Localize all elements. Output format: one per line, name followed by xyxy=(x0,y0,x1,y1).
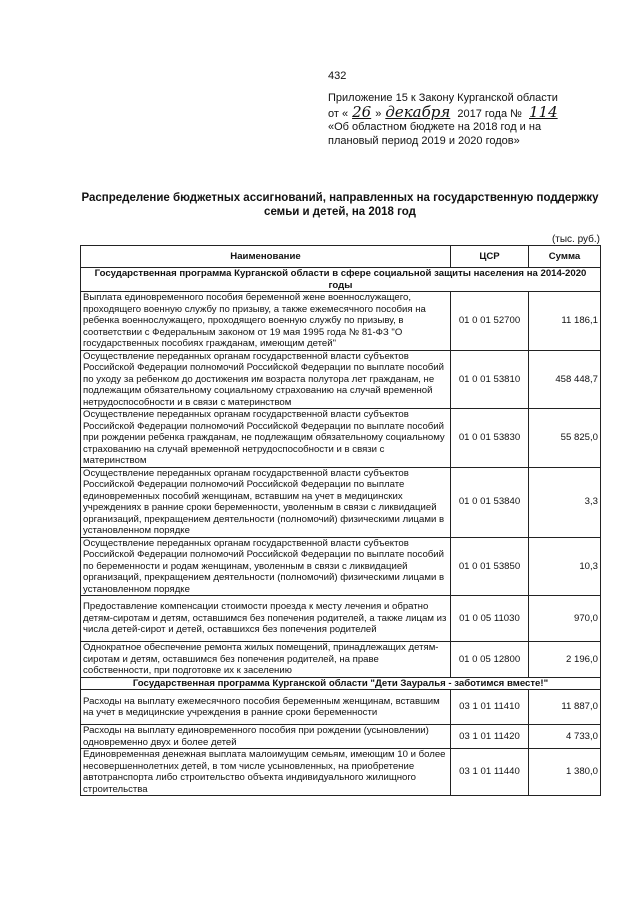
header-code: ЦСР xyxy=(451,246,529,268)
row-amount: 11 186,1 xyxy=(529,292,601,351)
table-row xyxy=(81,596,601,642)
row-code: 01 0 01 53830 xyxy=(451,409,529,468)
row-code: 01 0 01 53810 xyxy=(451,350,529,409)
row-code: 01 0 05 11030 xyxy=(451,596,529,642)
row-amount: 4 733,0 xyxy=(529,725,601,749)
annex-quote-close: » xyxy=(375,107,382,120)
row-name: Предоставление компенсации стоимости проезда к месту лечения и обратно детям-сиротам и детям, оставшимся без попечения родителей, а также лицам из числа детей-сирот и детей, оставшихся без попечения родителей xyxy=(81,596,451,642)
row-amount: 10,3 xyxy=(529,537,601,596)
annex-header xyxy=(328,92,593,148)
row-amount: 970,0 xyxy=(529,596,601,642)
row-code: 01 0 05 12800 xyxy=(451,642,529,678)
row-name: Осуществление переданных органам государственной власти субъектов Российской Федерации полномочий Российской Федерации по выплате пособий при рождении ребенка гражданам, не подлежащим обязательному социальному страхованию на случай временной нетрудоспособности и в связи с материнством xyxy=(81,409,451,468)
row-amount: 55 825,0 xyxy=(529,409,601,468)
table-row xyxy=(81,725,601,749)
table-row xyxy=(81,642,601,678)
annex-day: 26 xyxy=(352,102,372,121)
annex-from: от « xyxy=(328,107,349,120)
table-row xyxy=(81,350,601,409)
annex-line-1: Приложение 15 к Закону Курганской области xyxy=(328,92,558,104)
row-name: Единовременная денежная выплата малоимущим семьям, имеющим 10 и более несовершеннолетних детей, в том числе усыновленных, на приобретение автотранспорта либо строительство объекта индивидуального жилищного строительства xyxy=(81,749,451,796)
row-amount: 2 196,0 xyxy=(529,642,601,678)
row-name: Выплата единовременного пособия беременной жене военнослужащего, проходящего военную службу по призыву, а также ежемесячного пособия на ребенка военнослужащего, проходящего военную службу по призыву, в соответствии с Федеральным законом от 19 мая 1995 года № 81-ФЗ "О государственных пособиях гражданам, имеющим детей" xyxy=(81,292,451,351)
annex-month: декабря xyxy=(385,102,451,121)
row-name: Осуществление переданных органам государственной власти субъектов Российской Федерации полномочий Российской Федерации по выплате пособий по уходу за ребенком до достижения им возраста полутора лет гражданам, не подлежащим обязательному социальному страхованию на случай временной нетрудоспособности и в связи с материнством xyxy=(81,350,451,409)
units-label: (тыс. руб.) xyxy=(551,234,600,245)
table-row xyxy=(81,690,601,725)
annex-year: 2017 года № xyxy=(457,107,522,120)
table-header-row xyxy=(81,246,601,268)
document-title: Распределение бюджетных ассигнований, направленных на государственную поддержку семьи и детей, на 2018 год xyxy=(81,192,599,218)
table-row xyxy=(81,537,601,596)
annex-line-3: «Об областном бюджете на 2018 год и на плановый период 2019 и 2020 годов» xyxy=(328,121,542,147)
row-amount: 11 887,0 xyxy=(529,690,601,725)
table-row xyxy=(81,749,601,796)
row-name: Осуществление переданных органам государственной власти субъектов Российской Федерации полномочий Российской Федерации по выплате единовременных пособий женщинам, вставшим на учет в медицинских учреждениях в ранние сроки беременности, уволенным в связи с ликвидацией организаций, прекращением деятельности (полномочий) физическими лицами в установленном порядке xyxy=(81,467,451,537)
row-name: Расходы на выплату единовременного пособия при рождении (усыновлении) одновременно двух и более детей xyxy=(81,725,451,749)
table-row xyxy=(81,409,601,468)
section-row xyxy=(81,268,601,292)
header-name: Наименование xyxy=(81,246,451,268)
row-name: Осуществление переданных органам государственной власти субъектов Российской Федерации полномочий Российской Федерации по выплате пособий по беременности и родам женщинам, уволенным в связи с ликвидацией организаций, прекращением деятельности (полномочий) физическими лицами в установленном порядке xyxy=(81,537,451,596)
page-number: 432 xyxy=(328,70,347,82)
table-row xyxy=(81,467,601,537)
section-row xyxy=(81,677,601,690)
section-title: Государственная программа Курганской области в сфере социальной защиты населения на 2014-2020 годы xyxy=(81,268,601,292)
table-row xyxy=(81,292,601,351)
row-code: 01 0 01 53840 xyxy=(451,467,529,537)
row-amount: 458 448,7 xyxy=(529,350,601,409)
row-code: 03 1 01 11440 xyxy=(451,749,529,796)
row-amount: 3,3 xyxy=(529,467,601,537)
row-code: 03 1 01 11410 xyxy=(451,690,529,725)
header-amount: Сумма xyxy=(529,246,601,268)
budget-table xyxy=(80,245,601,796)
row-amount: 1 380,0 xyxy=(529,749,601,796)
row-code: 01 0 01 52700 xyxy=(451,292,529,351)
row-code: 03 1 01 11420 xyxy=(451,725,529,749)
section-title: Государственная программа Курганской области "Дети Зауралья - заботимся вместе!" xyxy=(81,677,601,690)
table-body xyxy=(81,268,601,796)
row-code: 01 0 01 53850 xyxy=(451,537,529,596)
annex-number: 114 xyxy=(529,102,558,121)
row-name: Однократное обеспечение ремонта жилых помещений, принадлежащих детям-сиротам и детям, оставшимся без попечения родителей, на праве собственности, при подготовке их к заселению xyxy=(81,642,451,678)
annex-line-2 xyxy=(328,102,593,122)
row-name: Расходы на выплату ежемесячного пособия беременным женщинам, вставшим на учет в медицинские учреждения в ранние сроки беременности xyxy=(81,690,451,725)
